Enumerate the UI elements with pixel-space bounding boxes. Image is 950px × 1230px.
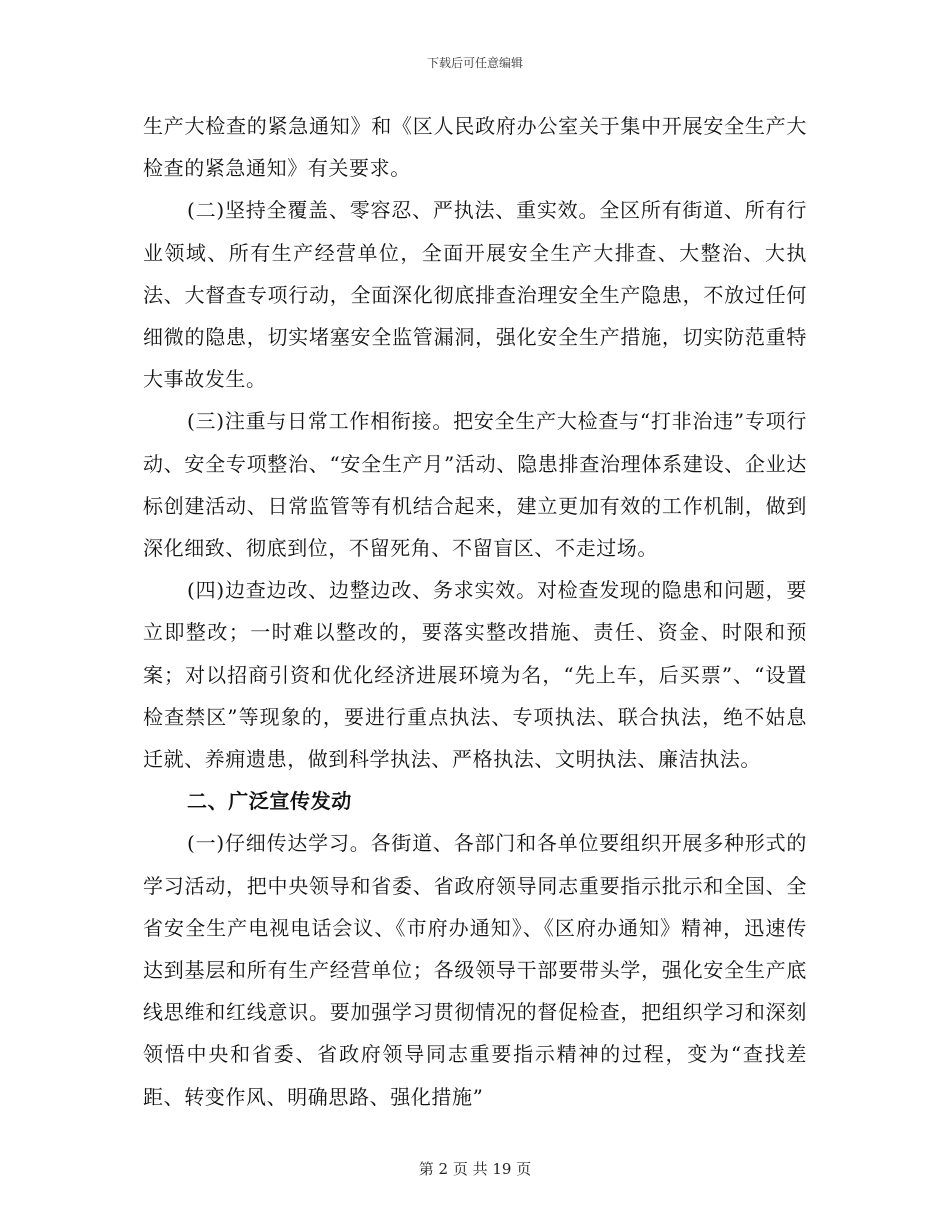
paragraph-3: (三)注重与日常工作相衔接。把安全生产大检查与“打非治违”专项行动、安全专项整治、“安全生产月”活动、隐患排查治理体系建设、企业达标创建活动、日常监管等有机结合起来，建立更加有效的工作机制，做到深化细致、彻底到位，不留死角、不留盲区、不走过场。: [143, 409, 807, 561]
section-heading: 二、广泛宣传发动: [187, 789, 352, 814]
page-header: 下载后可任意编辑: [426, 56, 523, 70]
document-body: [143, 105, 807, 1118]
paragraph-4: (四)边查边改、边整边改、务求实效。对检查发现的隐患和问题，要立即整改；一时难以整改的，要落实整改措施、责任、资金、时限和预案；对以招商引资和优化经济进展环境为名，“先上车，后买票”、“设置检查禁区”等现象的，要进行重点执法、专项执法、联合执法，绝不姑息迁就、养痈遗患，做到科学执法、严格执法、文明执法、廉洁执法。: [143, 578, 807, 772]
paragraph-1: 生产大检查的紧急通知》和《区人民政府办公室关于集中开展安全生产大检查的紧急通知》有关要求。: [143, 114, 807, 181]
page-footer: 第 2 页 共 19 页: [418, 1160, 532, 1178]
paragraph-2: (二)坚持全覆盖、零容忍、严执法、重实效。全区所有街道、所有行业领域、所有生产经营单位，全面开展安全生产大排查、大整治、大执法、大督查专项行动，全面深化彻底排查治理安全生产隐患，不放过任何细微的隐患，切实堵塞安全监管漏洞，强化安全生产措施，切实防范重特大事故发生。: [143, 198, 807, 392]
paragraph-5: (一)仔细传达学习。各街道、各部门和各单位要组织开展多种形式的学习活动，把中央领导和省委、省政府领导同志重要指示批示和全国、全省安全生产电视电话会议、《市府办通知》、《区府办通知》精神，迅速传达到基层和所有生产经营单位；各级领导干部要带头学，强化安全生产底线思维和红线意识。要加强学习贯彻情况的督促检查，把组织学习和深刻领悟中央和省委、省政府领导同志重要指示精神的过程，变为“查找差距、转变作风、明确思路、强化措施”: [143, 831, 807, 1109]
